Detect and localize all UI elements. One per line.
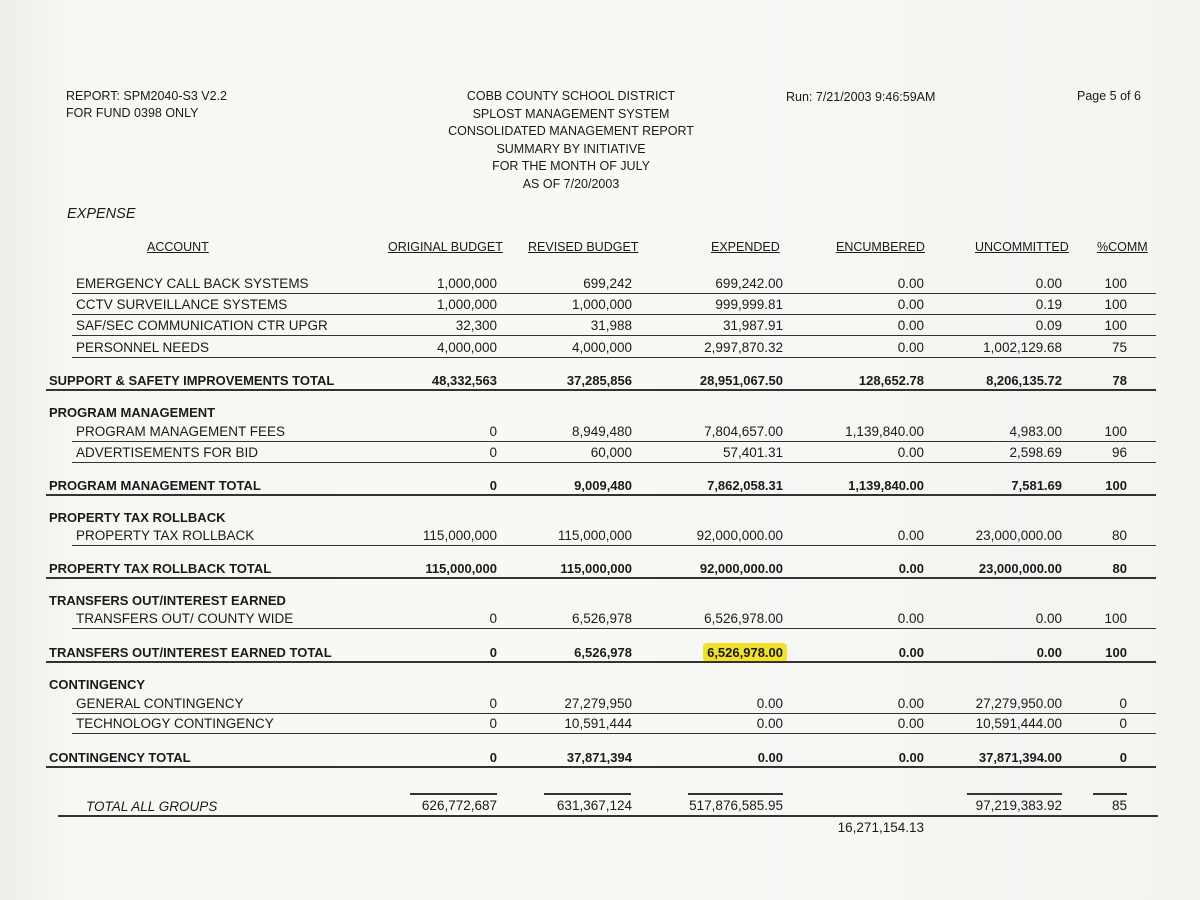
uncommitted-value: 10,591,444.00 — [975, 716, 1062, 731]
original-value: 0 — [489, 645, 497, 660]
row-rule — [72, 628, 1156, 629]
original-value: 1,000,000 — [436, 297, 497, 312]
row-rule — [72, 545, 1156, 546]
original-value: 32,300 — [455, 318, 497, 333]
grand-total-encumbered: 16,271,154.13 — [837, 820, 924, 835]
title-line: SUMMARY BY INITIATIVE — [496, 141, 646, 156]
original-value: 48,332,563 — [431, 373, 497, 388]
account-name: PROGRAM MANAGEMENT TOTAL — [49, 478, 261, 493]
row-rule — [72, 314, 1156, 315]
title-line: CONSOLIDATED MANAGEMENT REPORT — [448, 124, 694, 138]
original-value: 1,000,000 — [436, 276, 497, 291]
grand-total-pct: 85 — [1111, 798, 1127, 813]
encumbered-value: 0.00 — [897, 340, 924, 355]
fund-label: FOR FUND 0398 ONLY — [66, 106, 199, 120]
group-heading-row — [0, 405, 1200, 426]
row-rule — [46, 661, 1156, 663]
title-line: COBB COUNTY SCHOOL DISTRICT — [466, 89, 676, 103]
uncommitted-value: 0.00 — [1035, 611, 1062, 626]
grand-total-rule — [544, 793, 631, 795]
account-name: PROPERTY TAX ROLLBACK — [76, 528, 255, 543]
encumbered-value: 0.00 — [897, 696, 924, 711]
revised-value: 60,000 — [590, 445, 632, 460]
comm-value: 0 — [1119, 750, 1127, 765]
expended-value: 999,999.81 — [715, 297, 783, 312]
revised-value: 4,000,000 — [571, 340, 632, 355]
expended-value: 92,000,000.00 — [696, 528, 783, 543]
uncommitted-value: 4,983.00 — [1009, 424, 1062, 439]
revised-value: 115,000,000 — [557, 528, 632, 543]
comm-value: 78 — [1112, 373, 1127, 388]
original-value: 0 — [489, 750, 497, 765]
uncommitted-value: 37,871,394.00 — [978, 750, 1062, 765]
expended-value: 0.00 — [757, 750, 783, 765]
revised-value: 9,009,480 — [574, 478, 632, 493]
expended-value: 57,401.31 — [722, 445, 783, 460]
encumbered-value: 0.00 — [897, 611, 924, 626]
uncommitted-value: 7,581.69 — [1011, 478, 1062, 493]
group-total-row — [0, 750, 1200, 771]
uncommitted-value: 0.19 — [1035, 297, 1062, 312]
title-line: AS OF 7/20/2003 — [522, 176, 620, 191]
comm-value: 80 — [1111, 528, 1127, 543]
revised-value: 37,871,394 — [566, 750, 632, 765]
col-header-revised-budget: REVISED BUDGET — [528, 240, 639, 254]
account-name: SAF/SEC COMMUNICATION CTR UPGR — [76, 318, 328, 333]
uncommitted-value: 8,206,135.72 — [986, 373, 1062, 388]
original-value: 4,000,000 — [436, 340, 497, 355]
comm-value: 100 — [1104, 424, 1127, 439]
original-value: 0 — [489, 716, 497, 731]
encumbered-value: 1,139,840.00 — [848, 478, 924, 493]
uncommitted-value: 1,002,129.68 — [983, 340, 1062, 355]
expended-value: 699,242.00 — [715, 276, 783, 291]
uncommitted-value: 23,000,000.00 — [978, 561, 1062, 576]
encumbered-value: 0.00 — [898, 561, 924, 576]
group-heading-row — [0, 677, 1200, 698]
group-total-row — [0, 561, 1200, 582]
encumbered-value: 1,139,840.00 — [845, 424, 924, 439]
comm-value: 80 — [1112, 561, 1127, 576]
row-rule — [46, 766, 1156, 768]
account-name: TRANSFERS OUT/INTEREST EARNED TOTAL — [49, 645, 332, 660]
account-name: PROGRAM MANAGEMENT — [49, 405, 216, 420]
report-id: REPORT: SPM2040-S3 V2.2 — [66, 89, 227, 103]
expended-value: 2,997,870.32 — [704, 340, 783, 355]
account-name: PROPERTY TAX ROLLBACK — [49, 510, 226, 525]
comm-value: 100 — [1104, 611, 1127, 626]
col-header-uncommitted: UNCOMMITTED — [975, 240, 1069, 254]
comm-value: 100 — [1105, 478, 1127, 493]
row-rule — [72, 357, 1156, 358]
group-total-row — [0, 373, 1200, 394]
revised-value: 6,526,978 — [574, 645, 632, 660]
row-rule — [72, 335, 1156, 336]
comm-value: 100 — [1104, 318, 1127, 333]
grand-total-revised: 631,367,124 — [556, 798, 632, 813]
encumbered-value: 0.00 — [897, 318, 924, 333]
comm-value: 0 — [1119, 696, 1127, 711]
row-rule — [72, 713, 1156, 714]
account-name: TRANSFERS OUT/INTEREST EARNED — [49, 593, 286, 608]
revised-value: 37,285,856 — [566, 373, 632, 388]
expended-value: 0.00 — [756, 696, 783, 711]
expended-value: 92,000,000.00 — [699, 561, 783, 576]
encumbered-value: 0.00 — [898, 750, 924, 765]
uncommitted-value: 0.09 — [1035, 318, 1062, 333]
uncommitted-value: 27,279,950.00 — [975, 696, 1062, 711]
expended-value: 28,951,067.50 — [699, 373, 783, 388]
encumbered-value: 0.00 — [898, 645, 924, 660]
account-name: TRANSFERS OUT/ COUNTY WIDE — [76, 611, 294, 626]
encumbered-value: 0.00 — [897, 528, 924, 543]
row-rule — [72, 462, 1156, 463]
comm-value: 100 — [1104, 276, 1127, 291]
expended-value: 6,526,978.00 — [704, 611, 783, 626]
comm-value: 100 — [1104, 297, 1127, 312]
revised-value: 699,242 — [583, 276, 632, 291]
account-name: GENERAL CONTINGENCY — [76, 696, 244, 711]
account-name: SUPPORT & SAFETY IMPROVEMENTS TOTAL — [49, 373, 335, 388]
expended-value: 7,804,657.00 — [704, 424, 783, 439]
row-rule — [46, 577, 1156, 579]
encumbered-value: 0.00 — [897, 445, 924, 460]
original-value: 0 — [489, 611, 497, 626]
row-rule — [72, 441, 1156, 442]
highlighted-value: 6,526,978.00 — [703, 643, 787, 662]
uncommitted-value: 2,598.69 — [1009, 445, 1062, 460]
section-label: EXPENSE — [67, 206, 136, 222]
revised-value: 6,526,978 — [571, 611, 632, 626]
expended-value: 0.00 — [756, 716, 783, 731]
report-title-block — [421, 88, 721, 193]
account-name: EMERGENCY CALL BACK SYSTEMS — [76, 276, 309, 291]
account-name: PERSONNEL NEEDS — [76, 340, 210, 355]
row-rule — [46, 389, 1156, 391]
encumbered-value: 0.00 — [897, 716, 924, 731]
col-header-encumbered: ENCUMBERED — [836, 240, 925, 254]
original-value: 115,000,000 — [425, 561, 497, 576]
account-name: PROGRAM MANAGEMENT FEES — [76, 424, 286, 439]
col-header-pct-committed: %COMM — [1097, 240, 1148, 254]
original-value: 0 — [489, 424, 497, 439]
group-total-row — [0, 478, 1200, 499]
comm-value: 100 — [1105, 645, 1127, 660]
revised-value: 8,949,480 — [571, 424, 632, 439]
expended-value: 7,862,058.31 — [707, 478, 783, 493]
uncommitted-value: 0.00 — [1035, 276, 1062, 291]
uncommitted-value: 0.00 — [1036, 645, 1062, 660]
comm-value: 96 — [1111, 445, 1127, 460]
row-rule — [46, 494, 1156, 496]
uncommitted-value: 23,000,000.00 — [975, 528, 1062, 543]
grand-total-rule — [410, 793, 497, 795]
col-header-expended: EXPENDED — [711, 240, 780, 254]
comm-value: 0 — [1119, 716, 1127, 731]
account-name: CCTV SURVEILLANCE SYSTEMS — [76, 297, 288, 312]
revised-value: 1,000,000 — [571, 297, 632, 312]
revised-value: 27,279,950 — [564, 696, 632, 711]
encumbered-value: 0.00 — [897, 297, 924, 312]
col-header-account: ACCOUNT — [147, 240, 209, 254]
account-name: TECHNOLOGY CONTINGENCY — [76, 716, 274, 731]
original-value: 0 — [489, 478, 497, 493]
account-name: CONTINGENCY TOTAL — [49, 750, 191, 765]
grand-total-expended: 517,876,585.95 — [689, 798, 783, 813]
grand-total-rule — [1093, 793, 1127, 795]
revised-value: 10,591,444 — [564, 716, 632, 731]
group-total-row — [0, 645, 1200, 666]
grand-total-underline — [58, 815, 1158, 817]
comm-value: 75 — [1111, 340, 1127, 355]
account-name: CONTINGENCY — [49, 677, 146, 692]
page-number: Page 5 of 6 — [1077, 89, 1141, 103]
grand-total-label: TOTAL ALL GROUPS — [86, 799, 218, 814]
account-name: ADVERTISEMENTS FOR BID — [76, 445, 259, 460]
grand-total-rule — [688, 793, 783, 795]
revised-value: 115,000,000 — [560, 561, 632, 576]
encumbered-value: 0.00 — [897, 276, 924, 291]
grand-total-rule — [967, 793, 1062, 795]
run-timestamp: Run: 7/21/2003 9:46:59AM — [786, 90, 936, 104]
row-rule — [72, 733, 1156, 734]
account-name: PROPERTY TAX ROLLBACK TOTAL — [49, 561, 272, 576]
expended-value: 31,987.91 — [722, 318, 783, 333]
revised-value: 31,988 — [590, 318, 632, 333]
original-value: 0 — [489, 696, 497, 711]
grand-total-original: 626,772,687 — [421, 798, 497, 813]
original-value: 115,000,000 — [422, 528, 497, 543]
title-line: SPLOST MANAGEMENT SYSTEM — [472, 106, 670, 121]
row-rule — [72, 293, 1156, 294]
original-value: 0 — [489, 445, 497, 460]
title-line: FOR THE MONTH OF JULY — [492, 159, 650, 173]
col-header-original-budget: ORIGINAL BUDGET — [388, 240, 503, 254]
encumbered-value: 128,652.78 — [858, 373, 924, 388]
grand-total-uncommitted: 97,219,383.92 — [975, 798, 1062, 813]
expended-value — [703, 645, 783, 660]
